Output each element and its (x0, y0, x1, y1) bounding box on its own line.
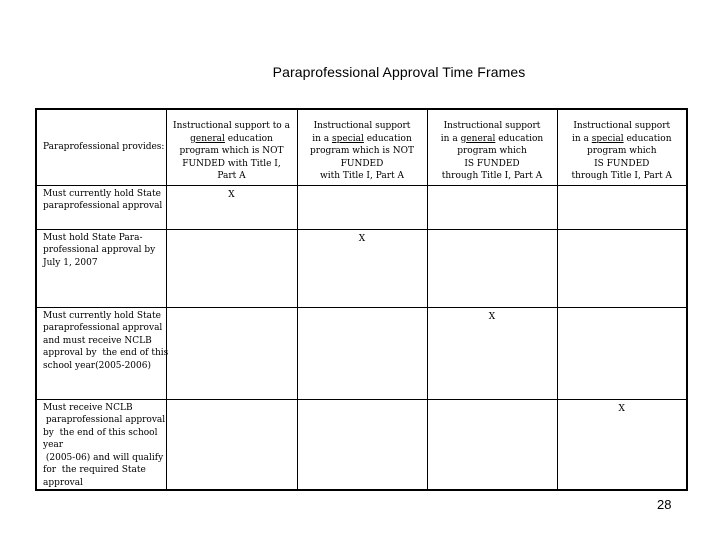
mark-cell: X (297, 229, 427, 307)
table-row (36, 307, 687, 399)
mark-cell: X (557, 399, 687, 490)
row-label: Must hold State Para- professional approval by July 1, 2007 (36, 229, 166, 307)
table-row (36, 229, 687, 307)
mark-cell (557, 229, 687, 307)
page-number: 28 (657, 497, 672, 512)
mark-cell (557, 307, 687, 399)
slide-title: Paraprofessional Approval Time Frames (272, 64, 526, 80)
mark-cell (297, 399, 427, 490)
table-row (36, 185, 687, 229)
mark-cell: X (166, 185, 297, 229)
header-row (36, 109, 687, 185)
mark-cell (427, 185, 557, 229)
column-header-special-not-funded: Instructional support in a special education program which is NOT FUNDED with Title I, Part A (297, 109, 427, 185)
row-label: Must currently hold State paraprofessional approval (36, 185, 166, 229)
mark-cell (557, 185, 687, 229)
column-header-general-funded: Instructional support in a general education program which IS FUNDED through Title I, Part A (427, 109, 557, 185)
mark-cell (297, 185, 427, 229)
mark-cell (427, 399, 557, 490)
row-label: Must currently hold State paraprofessional approval and must receive NCLB approval by the end of this school year(2005-2006) (36, 307, 166, 399)
column-header-special-funded: Instructional support in a special education program which IS FUNDED through Title I, Part A (557, 109, 687, 185)
mark-cell (427, 229, 557, 307)
row-label: Must receive NCLB paraprofessional approval by the end of this school year (2005-06) and will qualify for the required State approval (36, 399, 166, 490)
table-row (36, 399, 687, 490)
mark-cell (297, 307, 427, 399)
mark-cell (166, 229, 297, 307)
mark-cell (166, 307, 297, 399)
mark-cell (166, 399, 297, 490)
approval-time-frames-table (35, 108, 688, 491)
column-header-general-not-funded: Instructional support to a general education program which is NOT FUNDED with Title I, Part A (166, 109, 297, 185)
mark-cell: X (427, 307, 557, 399)
corner-label: Paraprofessional provides: (36, 109, 166, 185)
